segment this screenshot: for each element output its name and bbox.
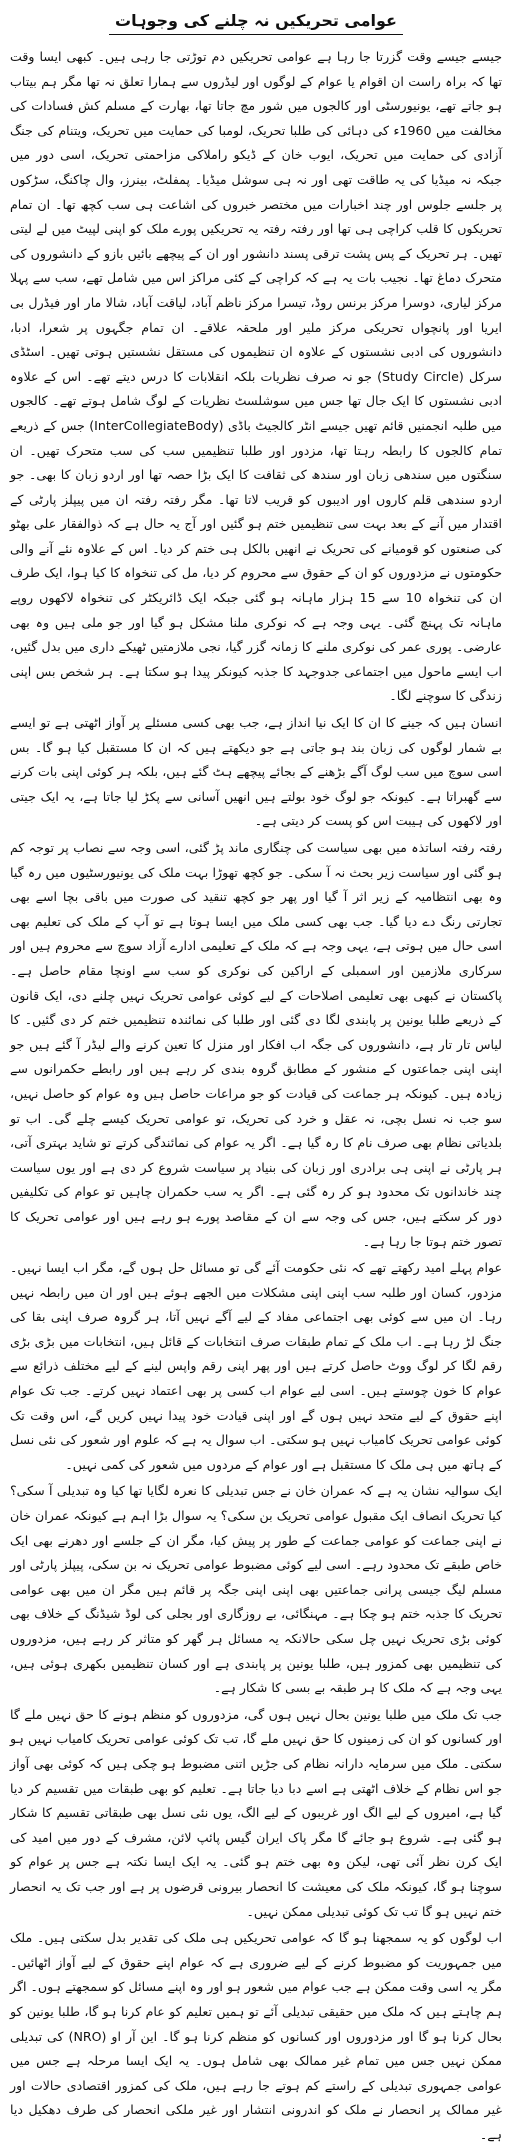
article-title bbox=[10, 10, 502, 35]
article-title-text: عوامی تحریکیں نہ چلنے کی وجوہات bbox=[109, 10, 403, 35]
article-paragraph: اب لوگوں کو یہ سمجھنا ہو گا کہ عوامی تحریکیں ہی ملک کی تقدیر بدل سکتی ہیں۔ ملک میں جمہوریت کو مضبوط کرنے کے لیے ضروری ہے کہ عوام اپنے حقوق کے لیے آواز اٹھائیں۔ مگر یہ اسی وقت ممکن ہے جب عوام میں شعور ہو اور وہ اپنے مسائل کو سمجھتے ہوں۔ اگر ہم چاہتے ہیں کہ ملک میں حقیقی تبدیلی آئے تو ہمیں تعلیم کو عام کرنا ہو گا، طلبا یونین کو بحال کرنا ہو گا اور مزدوروں اور کسانوں کو منظم کرنا ہو گا۔ این آر او (NRO) کی تبدیلی ممکن نہیں جس میں تمام غیر ممالک بھی شامل ہوں۔ یہ ایک ایسا مرحلہ ہے جس میں عوامی جمہوری تبدیلی کے راستے کم ہوتے جا رہے ہیں، ملک کی کمزور اقتصادی حالات اور غیر ممالک پر انحصار نے ملک کو اندرونی انتشار اور غیر ملکی انحصار کی طرف دھکیل دیا ہے۔ bbox=[10, 1930, 503, 2142]
article-paragraph: عوام پہلے امید رکھتے تھے کہ نئی حکومت آئے گی تو مسائل حل ہوں گے، مگر اب ایسا نہیں۔ مزدور، کسان اور طلبہ سب اپنی اپنی مشکلات میں الجھے ہوئے ہیں اور ان میں رابطہ نہیں رہا۔ ان میں سے کوئی بھی اجتماعی مفاد کے لیے آگے نہیں آتا، ہر گروہ صرف اپنی بقا کی جنگ لڑ رہا ہے۔ اب ملک کے تمام طبقات صرف انتخابات کے قائل ہیں، انتخابات میں بڑی بڑی رقم لگا کر لوگ ووٹ حاصل کرتے ہیں اور پھر اپنی رقم واپس لینے کے لیے مختلف ذرائع سے عوام کا خون چوستے ہیں۔ اسی لیے عوام اب کسی پر بھی اعتماد نہیں کرتے۔ جب تک عوام اپنے حقوق کے لیے متحد نہیں ہوں گے اور اپنی قیادت خود پیدا نہیں کریں گے، اس وقت تک کوئی عوامی تحریک کامیاب نہیں ہو سکتی۔ اب سوال یہ ہے کہ علوم اور شعور کی نئی نسل کے ہاتھ میں ہی ملک کا مستقبل ہے اور عوام کے مردوں میں شعور کی کمی نہیں۔ bbox=[10, 1260, 502, 1472]
article-paragraph: جیسے جیسے وقت گزرتا جا رہا ہے عوامی تحریکیں دم توڑتی جا رہی ہیں۔ کبھی ایسا وقت تھا کہ براہ راست ان اقوام یا عوام کے لوگوں اور لیڈروں سے ہمارا تعلق نہ تھا مگر ہم بیتاب ہو جاتے تھے، یونیورسٹی اور کالجوں میں شور مچ جاتا تھا، بھارت کے مسلم کش فسادات کی مخالفت میں 1960ء کی دہائی کی طلبا تحریک، لومبا کی حمایت میں تحریک، ویتنام کی جنگ آزادی کی حمایت میں تحریک، ایوب خان کے ڈیکو راملاکی مزاحمتی تحریک، اسی دور میں جبکہ نہ میڈیا کی یہ طاقت تھی اور نہ ہی سوشل میڈیا۔ پمفلٹ، بینرز، وال چاکنگ، سڑکوں پر جلسے جلوس اور چند اخبارات میں مختصر خبروں کی اشاعت ہی سب کچھ تھا۔ ان تمام تحریکوں کا قلب کراچی ہی تھا اور رفتہ رفتہ یہ تحریکیں پورے ملک کو اپنی لپیٹ میں لے لیتی تھیں۔ ہر تحریک کے پس پشت ترقی پسند دانشور اور ان کے پیچھے بائیں بازو کے دانشوروں کی متحرک دماغ تھا۔ نجیب بات یہ ہے کہ کراچی کے کئی مراکز اس میں شامل تھے، سب سے پہلا مرکز لیاری، دوسرا مرکز برنس روڈ، تیسرا مرکز ناظم آباد، لیاقت آباد، شالا مار اور فیڈرل بی ایریا اور پانچواں تحریکی مرکز ملیر اور ملحقہ علاقے۔ ان تمام جگہوں پر شعرا، ادبا، دانشوروں کی ادبی نشستوں کے علاوہ ان تنظیموں کی مستقل نشستیں ہوتی تھیں۔ اسٹڈی سرکل (Study Circle) جو نہ صرف نظریات بلکہ انقلابات کا درس دیتے تھے۔ اس کے علاوہ ادبی نشستوں کا ایک جال تھا جس میں سوشلسٹ نظریات کے لوگ شامل ہوتے تھے۔ کالجوں میں طلبہ انجمنیں قائم تھیں جیسے انٹر کالجیٹ باڈی (InterCollegiateBody) جس کے ذریعے تمام کالجوں کا رابطہ رہتا تھا، مزدور اور طلبا تنظیمیں سب کی سب متحرک تھیں۔ ان سنگتوں میں سندھی زبان اور سندھ کی ثقافت کا ایک بڑا حصہ تھا اور اردو زبان کا بھی۔ جو اردو سندھی قلم کاروں اور ادیبوں کو قریب لاتا تھا۔ مگر رفتہ رفتہ ان میں پیپلز پارٹی کے اقتدار میں آنے کے بعد بہت سی تنظیمیں ختم ہو گئیں اور آج یہ حال ہے کہ ذوالفقار علی بھٹو کی صنعتوں کو قومیانے کی تحریک نے انھیں بالکل ہی ختم کر دیا۔ اس کے علاوہ نئے آنے والی حکومتوں نے مزدوروں کو ان کے حقوق سے محروم کر دیا، مل کی تنخواہ کا کیا ہوا، ایک طرف ان کی تنخواہ 10 سے 15 ہزار ماہانہ ہو گئی جبکہ ایک ڈائریکٹر کی تنخواہ لاکھوں روپے ماہانہ تک پہنچ گئی۔ یہی وجہ ہے کہ نوکری ملنا مشکل ہو گیا اور جو ملی ہیں وہ بھی عارضی۔ پوری عمر کی نوکری ملنے کا زمانہ گزر گیا، نجی ملازمتیں ٹھیکے داری میں بدل گئیں، اب ایسے ماحول میں اجتماعی جدوجہد کا جذبہ کیونکر پیدا ہو سکتا ہے۔ ہر شخص بس اپنی زندگی کا سوچنے لگا۔ bbox=[10, 49, 502, 704]
article-paragraph: رفتہ رفتہ اساتذہ میں بھی سیاست کی چنگاری ماند پڑ گئی، اسی وجہ سے نصاب پر توجہ کم ہو گئی اور سیاست زیر بحث نہ آ سکی۔ جو کچھ تھوڑا بہت ملک کی یونیورسٹیوں میں رہ گیا وہ بھی انتظامیہ کے زیر اثر آ گیا اور پھر جو کچھ تنقید کی صورت میں باقی بچا اسے بھی تجارتی رنگ دے دیا گیا۔ جب بھی کسی ملک میں ایسا ہوتا ہے تو آپ کے ملک کی تعلیم بھی اسی حال میں ہوتی ہے، یہی وجہ ہے کہ ملک کے تعلیمی ادارے آزاد سوچ سے محروم ہیں اور سرکاری ملازمین اور اسمبلی کے اراکین کی نوکری کو سب سے اونچا مقام حاصل ہے۔ پاکستان نے کبھی بھی تعلیمی اصلاحات کے لیے کوئی عوامی تحریک نہیں چلنے دی، ایک قانون کے ذریعے طلبا یونین پر پابندی لگا دی گئی اور طلبا کی نمائندہ تنظیمیں ختم کر دی گئیں۔ کا لیاس تار تار ہے، دانشوروں کی جگہ اب افکار اور منزل کا تعین کرنے والے لیڈر آ گئے ہیں جو اپنی اپنی جماعتوں کے منشور کے مطابق گروہ بندی کر رہے ہیں اور رابطے حکمرانوں سے زیادہ ہیں۔ کیونکہ ہر جماعت کی قیادت کو جو مراعات حاصل ہیں وہ عوام کو حاصل نہیں، سو جب نہ نسل بچی، نہ عقل و خرد کی تحریک، تو عوامی تحریک کیسے چلے گی۔ اب تو بلدیاتی نظام بھی صرف نام کا رہ گیا ہے۔ اگر یہ عوام کی نمائندگی کرتے تو شاید بہتری آتی، ہر پارٹی نے اپنی ہی برادری اور زبان کی بنیاد پر سیاست شروع کر دی ہے اور یوں سیاست چند خاندانوں تک محدود ہو کر رہ گئی ہے۔ اگر یہ سب حکمران چاہیں تو عوام کی تکلیفیں دور کر سکتے ہیں، جس کی وجہ سے ان کے مقاصد پورے ہو رہے ہیں اور عوامی تحریک کا تصور ختم ہوتا جا رہا ہے۔ bbox=[10, 840, 502, 1249]
article-paragraph: ایک سوالیہ نشان یہ ہے کہ عمران خان نے جس تبدیلی کا نعرہ لگایا تھا کیا وہ تبدیلی آ سکی؟ کیا تحریک انصاف ایک مقبول عوامی تحریک بن سکی؟ یہ سوال بڑا اہم ہے کیونکہ عمران خان نے اپنی جماعت کو عوامی جماعت کے طور پر پیش کیا، مگر ان کے جلسے اور دھرنے بھی ایک خاص طبقے تک محدود رہے۔ اسی لیے کوئی مضبوط عوامی تحریک نہ بن سکی، پیپلز پارٹی اور مسلم لیگ جیسی پرانی جماعتیں بھی اپنی اپنی جگہ پر قائم ہیں مگر ان میں بھی عوامی تحریک کا جذبہ ختم ہو چکا ہے۔ مہنگائی، بے روزگاری اور بجلی کی لوڈ شیڈنگ کے خلاف بھی کوئی بڑی تحریک نہیں چل سکی حالانکہ یہ مسائل ہر گھر کو متاثر کر رہے ہیں، مزدوروں کی تنظیمیں بھی کمزور ہیں، طلبا یونین پر پابندی ہے اور کسان تنظیمیں بکھری ہوئی ہیں، یہی وجہ ہے کہ ملک کا ہر طبقہ بے بسی کا شکار ہے۔ bbox=[10, 1483, 502, 1696]
article-paragraph: انسان ہیں کہ جینے کا ان کا ایک نیا انداز ہے، جب بھی کسی مسئلے پر آواز اٹھتی ہے تو ایسے بے شمار لوگوں کی زبان بند ہو جاتی ہے جو دیکھتے ہیں کہ ان کا مستقبل کیا ہو گا۔ بس اسی سوچ میں سب لوگ آگے بڑھنے کے بجائے پیچھے ہٹ گئے ہیں، بلکہ ہر کوئی اپنی بات کرنے سے گھبراتا ہے۔ کیونکہ جو لوگ خود بولتے ہیں انھیں آسانی سے پکڑ لیا جاتا ہے، یہ ایک جیتی اور لاکھوں کی ہیبت اس کو پست کر دیتی ہے۔ bbox=[10, 715, 502, 829]
article-body bbox=[10, 45, 502, 2147]
article-paragraph: جب تک ملک میں طلبا یونین بحال نہیں ہوں گی، مزدوروں کو منظم ہونے کا حق نہیں ملے گا اور کسانوں کو ان کی زمینوں کا حق نہیں ملے گا، تب تک کوئی عوامی تحریک کامیاب نہیں ہو سکتی۔ ملک میں سرمایہ دارانہ نظام کی جڑیں اتنی مضبوط ہو چکی ہیں کہ کوئی بھی آواز جو اس نظام کے خلاف اٹھتی ہے اسے دبا دیا جاتا ہے۔ تعلیم کو بھی طبقات میں تقسیم کر دیا گیا ہے، امیروں کے لیے الگ اور غریبوں کے لیے الگ، یوں نئی نسل بھی طبقاتی تقسیم کا شکار ہو گئی ہے۔ شروع ہو جائے گا مگر پاک ایران گیس پائپ لائن، مشرف کے دور میں امید کی ایک کرن نظر آئی تھی، لیکن وہ بھی ختم ہو گئی۔ یہ ایک ایسا نکتہ ہے جس پر عوام کو سوچنا ہو گا، کیونکہ ملک کی معیشت کا انحصار بیرونی قرضوں پر ہے اور جب تک یہ انحصار ختم نہیں ہو گا تب تک کوئی تبدیلی ممکن نہیں۔ bbox=[10, 1706, 502, 1919]
